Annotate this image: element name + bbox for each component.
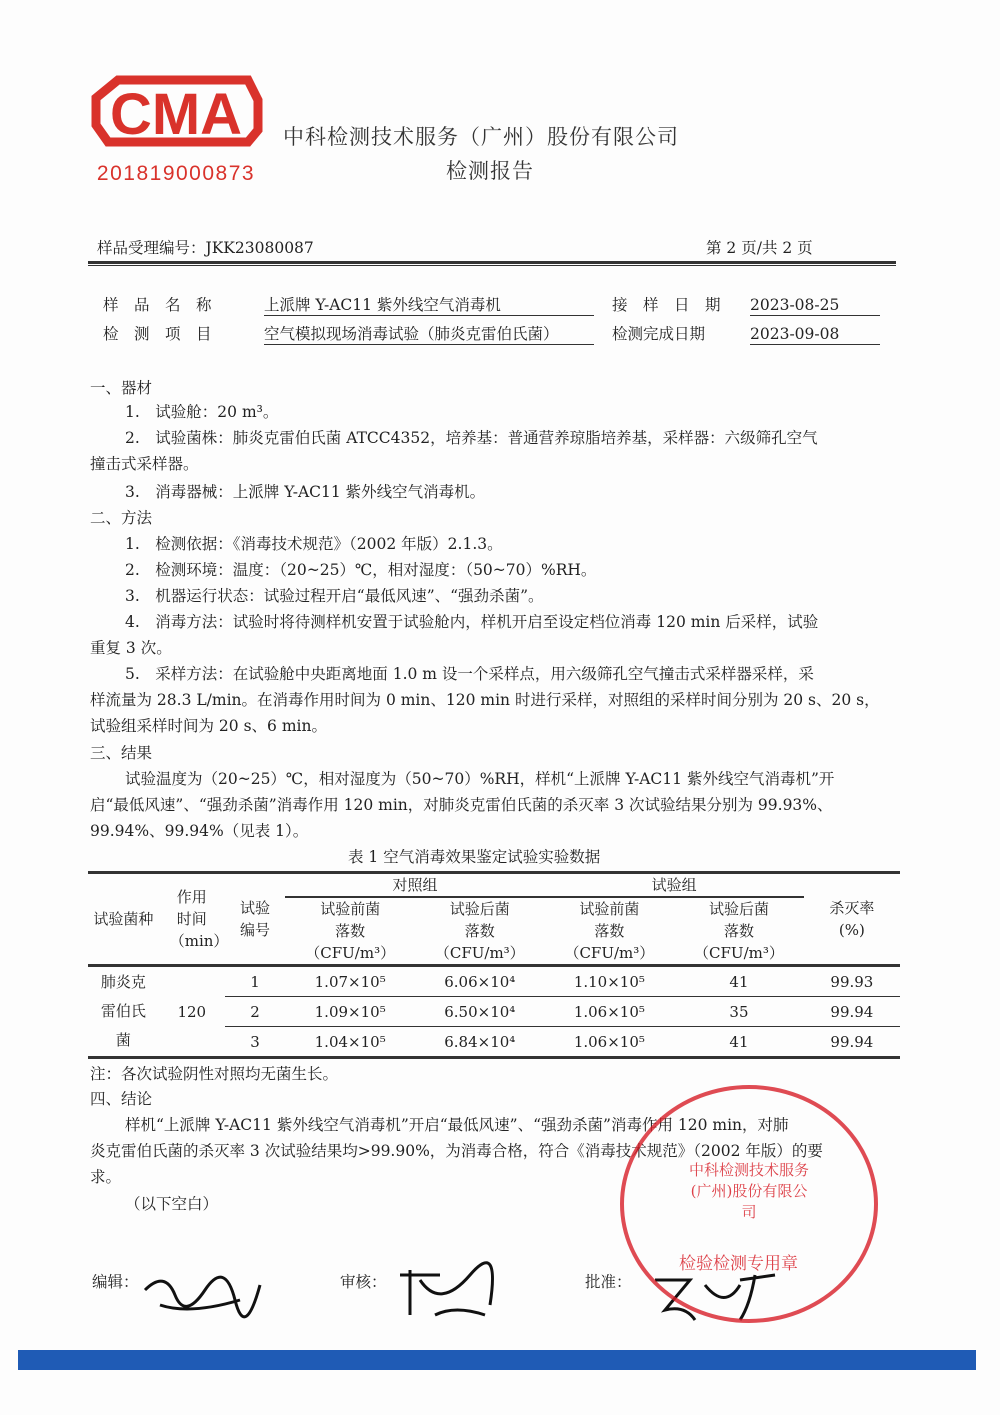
table-cell: 1.07×10⁵ bbox=[285, 966, 415, 997]
body-line: 4. 消毒方法：试验时将待测样机安置于试验舱内，样机开启至设定档位消毒 120 min 后采样，试验 bbox=[125, 613, 819, 631]
body-line: 试验温度为（20~25）℃，相对湿度为（50~70）%RH，样机“上派牌 Y-AC11 紫外线空气消毒机”开 bbox=[125, 770, 835, 788]
conclusion-line: 炎克雷伯氏菌的杀灭率 3 次试验结果均>99.90%，为消毒合格，符合《消毒技术规范》（2002 年版）的要 bbox=[90, 1142, 823, 1160]
body-line: 3. 消毒器械：上派牌 Y-AC11 紫外线空气消毒机。 bbox=[125, 483, 486, 501]
table-cell: 6.50×10⁴ bbox=[415, 997, 545, 1027]
page-number: 第 2 页/共 2 页 bbox=[706, 239, 813, 257]
report-title: 检测报告 bbox=[446, 159, 534, 183]
header-count: 试验前菌落数 （CFU/m³） bbox=[545, 897, 675, 966]
receive-date: 2023-08-25 bbox=[750, 295, 880, 316]
table-cell: 1.04×10⁵ bbox=[314, 1032, 386, 1051]
table-cell: 3 bbox=[250, 1032, 260, 1051]
table-cell: 41 bbox=[674, 966, 804, 997]
body-line: 撞击式采样器。 bbox=[90, 455, 199, 473]
header-no: 试验编号 bbox=[225, 873, 286, 966]
section-heading: 四、结论 bbox=[90, 1090, 153, 1108]
table-cell: 41 bbox=[729, 1032, 749, 1051]
reviewer-signature bbox=[395, 1260, 495, 1325]
footer-bar bbox=[18, 1350, 976, 1370]
header-count: 试验前菌落数 （CFU/m³） bbox=[285, 897, 415, 966]
table-cell: 99.94 bbox=[830, 1032, 874, 1051]
body-line: 2. 试验菌株：肺炎克雷伯氏菌 ATCC4352，培养基：普通营养琼脂培养基，采样器：六级筛孔空气 bbox=[125, 429, 818, 447]
table-cell: 6.06×10⁴ bbox=[415, 966, 545, 997]
header-rate: 杀灭率(%) bbox=[804, 873, 900, 966]
finish-date-label: 检测完成日期 bbox=[612, 325, 706, 343]
table-cell: 6.84×10⁴ bbox=[444, 1032, 516, 1051]
conclusion-line: 求。 bbox=[90, 1168, 122, 1186]
header-control: 对照组 bbox=[285, 873, 544, 898]
table-caption: 表 1 空气消毒效果鉴定试验实验数据 bbox=[348, 848, 601, 866]
body-line: 99.94%、99.94%（见表 1）。 bbox=[90, 822, 309, 840]
conclusion-line: 样机“上派牌 Y-AC11 紫外线空气消毒机”开启“最低风速”、“强劲杀菌”消毒作用 120 min，对肺 bbox=[125, 1116, 789, 1134]
body-line: 2. 检测环境：温度：（20~25）℃，相对湿度：（50~70）%RH。 bbox=[125, 561, 597, 579]
cma-logo bbox=[88, 70, 263, 185]
table-cell: 1.06×10⁵ bbox=[573, 1032, 645, 1051]
test-item: 空气模拟现场消毒试验（肺炎克雷伯氏菌） bbox=[264, 324, 594, 345]
table-row bbox=[88, 966, 900, 997]
official-stamp: 中科检测技术服务(广州)股份有限公司 检验检测专用章 bbox=[620, 1085, 878, 1323]
body-line: 样流量为 28.3 L/min。在消毒作用时间为 0 min、120 min 时进行采样，对照组的采样时间分别为 20 s、20 s， bbox=[90, 691, 880, 709]
table-cell: 1.06×10⁵ bbox=[545, 997, 675, 1027]
header-time: 作用时间（min） bbox=[159, 873, 225, 966]
table-cell: 2 bbox=[225, 997, 286, 1027]
svg-text:CMA: CMA bbox=[109, 82, 243, 147]
table-cell: 1.09×10⁵ bbox=[285, 997, 415, 1027]
body-line: 启“最低风速”、“强劲杀菌”消毒作用 120 min，对肺炎克雷伯氏菌的杀灭率 3 次试验结果分别为 99.93%、 bbox=[90, 796, 833, 814]
table-cell: 35 bbox=[674, 997, 804, 1027]
table-note: 注：各次试验阴性对照均无菌生长。 bbox=[90, 1065, 339, 1083]
body-line: 1. 检测依据：《消毒技术规范》（2002 年版）2.1.3。 bbox=[125, 535, 503, 553]
body-line: 1. 试验舱：20 m³。 bbox=[125, 403, 279, 421]
finish-date: 2023-09-08 bbox=[750, 324, 880, 345]
receipt-number: JKK23080087 bbox=[205, 239, 314, 257]
editor-label: 编辑： bbox=[92, 1273, 139, 1291]
header-rule bbox=[88, 261, 896, 266]
header-test: 试验组 bbox=[545, 873, 804, 898]
header-count: 试验后菌落数 （CFU/m³） bbox=[415, 897, 545, 966]
body-line: 重复 3 次。 bbox=[90, 639, 172, 657]
company-name: 中科检测技术服务（广州）股份有限公司 bbox=[283, 125, 679, 149]
cma-number: 201819000873 bbox=[96, 162, 256, 185]
receipt-label: 样品受理编号： bbox=[97, 239, 206, 257]
time-cell: 120 bbox=[177, 1002, 207, 1021]
approver-label: 批准： bbox=[585, 1273, 632, 1291]
section-heading: 二、方法 bbox=[90, 509, 153, 527]
header-count: 试验后菌落数 （CFU/m³） bbox=[674, 897, 804, 966]
body-line: 5. 采样方法：在试验舱中央距离地面 1.0 m 设一个采样点，用六级筛孔空气撞击式采样器采样，采 bbox=[125, 665, 814, 683]
table-cell: 99.94 bbox=[804, 997, 900, 1027]
sample-name: 上派牌 Y-AC11 紫外线空气消毒机 bbox=[264, 295, 594, 316]
section-heading: 一、器材 bbox=[90, 379, 153, 397]
test-item-label: 检 测 项 目 bbox=[103, 325, 212, 343]
table-cell: 1.10×10⁵ bbox=[545, 966, 675, 997]
body-line: 3. 机器运行状态：试验过程开启“最低风速”、“强劲杀菌”。 bbox=[125, 587, 544, 605]
results-table bbox=[88, 871, 900, 1059]
body-line: 试验组采样时间为 20 s、6 min。 bbox=[90, 717, 327, 735]
sample-name-label: 样 品 名 称 bbox=[103, 296, 212, 314]
reviewer-label: 审核： bbox=[340, 1273, 387, 1291]
receive-date-label: 接 样 日 期 bbox=[612, 296, 721, 314]
stamp-subtitle: 检验检测专用章 bbox=[679, 1254, 798, 1274]
section-heading: 三、结果 bbox=[90, 744, 153, 762]
conclusion-line: （以下空白） bbox=[125, 1195, 219, 1213]
strain-cell: 肺炎克雷伯氏菌 bbox=[100, 973, 146, 1049]
header-strain: 试验菌种 bbox=[88, 873, 159, 966]
editor-signature bbox=[140, 1260, 270, 1320]
table-cell: 99.93 bbox=[804, 966, 900, 997]
table-cell: 1 bbox=[225, 966, 286, 997]
